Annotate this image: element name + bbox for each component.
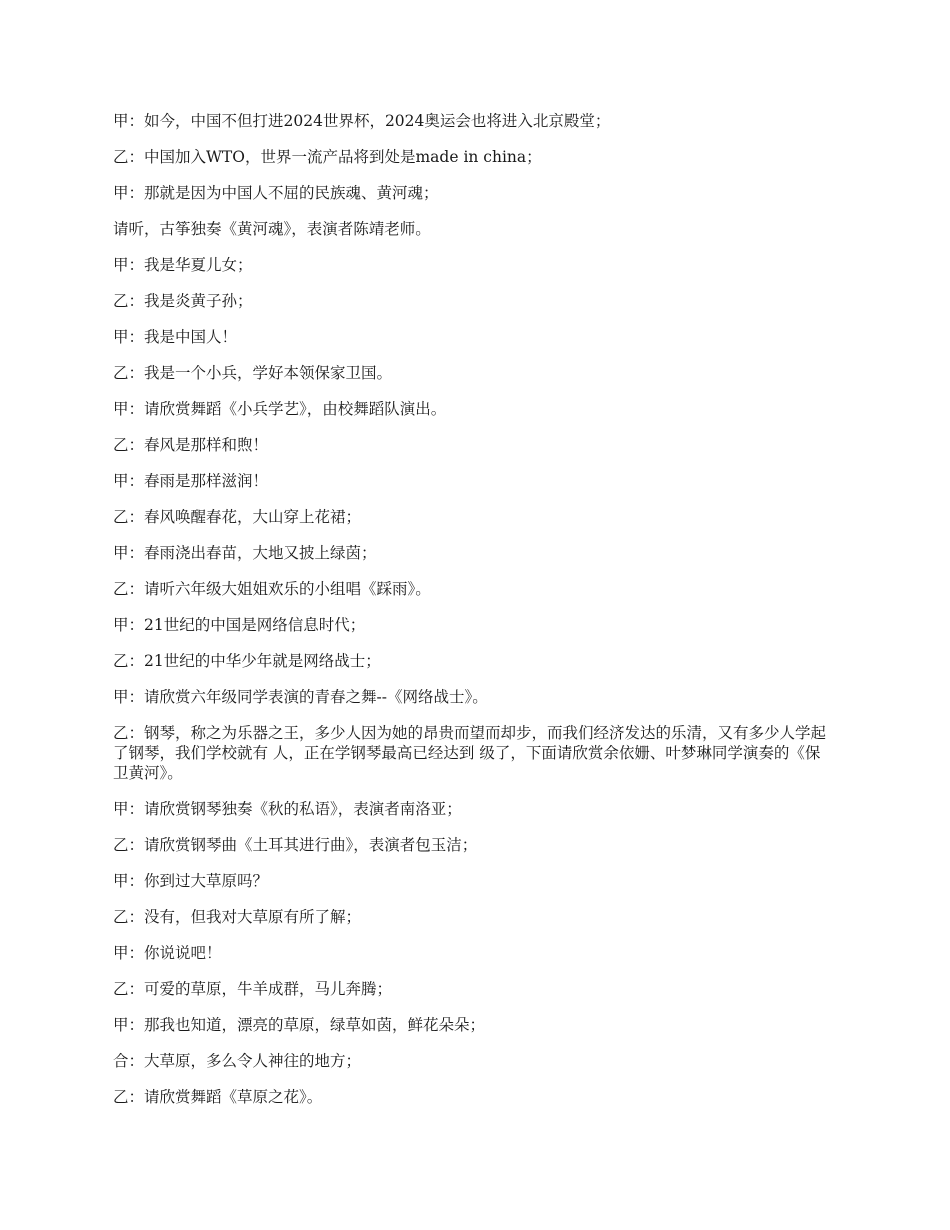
dialogue-paragraph: 乙：钢琴，称之为乐器之王，多少人因为她的昂贵而望而却步，而我们经济发达的乐清，又有多少人学起了钢琴，我们学校就有 人，正在学钢琴最高已经达到 级了，下面请欣赏余依姗、叶梦琳同学演奏的《保卫黄河》。 [113,724,827,782]
dialogue-line: 甲：那我也知道，漂亮的草原，绿草如茵，鲜花朵朵； [113,1016,486,1034]
dialogue-line: 乙：中国加入WTO，世界一流产品将到处是made in china； [113,148,542,166]
dialogue-line: 乙：可爱的草原，牛羊成群，马儿奔腾； [113,980,393,998]
dialogue-line: 甲：那就是因为中国人不屈的民族魂、黄河魂； [113,184,439,202]
dialogue-line: 甲：请欣赏舞蹈《小兵学艺》，由校舞蹈队演出。 [113,400,447,418]
dialogue-line: 甲：请欣赏六年级同学表演的青春之舞--《网络战士》。 [113,688,488,706]
dialogue-line: 甲：21世纪的中国是网络信息时代； [113,616,366,634]
dialogue-line: 请听，古筝独奏《黄河魂》，表演者陈靖老师。 [113,220,431,238]
dialogue-line: 乙：请听六年级大姐姐欢乐的小组唱《踩雨》。 [113,580,431,598]
dialogue-line: 乙：我是一个小兵，学好本领保家卫国。 [113,364,393,382]
dialogue-line: 甲：你到过大草原吗？ [113,872,269,890]
dialogue-line: 甲：请欣赏钢琴独奏《秋的私语》，表演者南洛亚； [113,800,462,818]
dialogue-line: 甲：我是中国人！ [113,328,238,346]
dialogue-line: 甲：如今，中国不但打进2024世界杯，2024奥运会也将进入北京殿堂； [113,112,611,130]
dialogue-line: 甲：春雨是那样滋润！ [113,472,269,490]
dialogue-line: 合：大草原，多么令人神往的地方； [113,1052,362,1070]
dialogue-line: 乙：没有，但我对大草原有所了解； [113,908,362,926]
dialogue-line: 甲：春雨浇出春苗，大地又披上绿茵； [113,544,377,562]
dialogue-line: 甲：你说说吧！ [113,944,222,962]
dialogue-line: 乙：春风是那样和煦！ [113,436,269,454]
dialogue-line: 甲：我是华夏儿女； [113,256,253,274]
dialogue-line: 乙：请欣赏舞蹈《草原之花》。 [113,1088,323,1106]
dialogue-line: 乙：我是炎黄子孙； [113,292,253,310]
dialogue-line: 乙：请欣赏钢琴曲《土耳其进行曲》，表演者包玉洁； [113,836,478,854]
dialogue-line: 乙：21世纪的中华少年就是网络战士； [113,652,381,670]
dialogue-line: 乙：春风唤醒春花，大山穿上花裙； [113,508,362,526]
script-text-body [113,111,833,1123]
